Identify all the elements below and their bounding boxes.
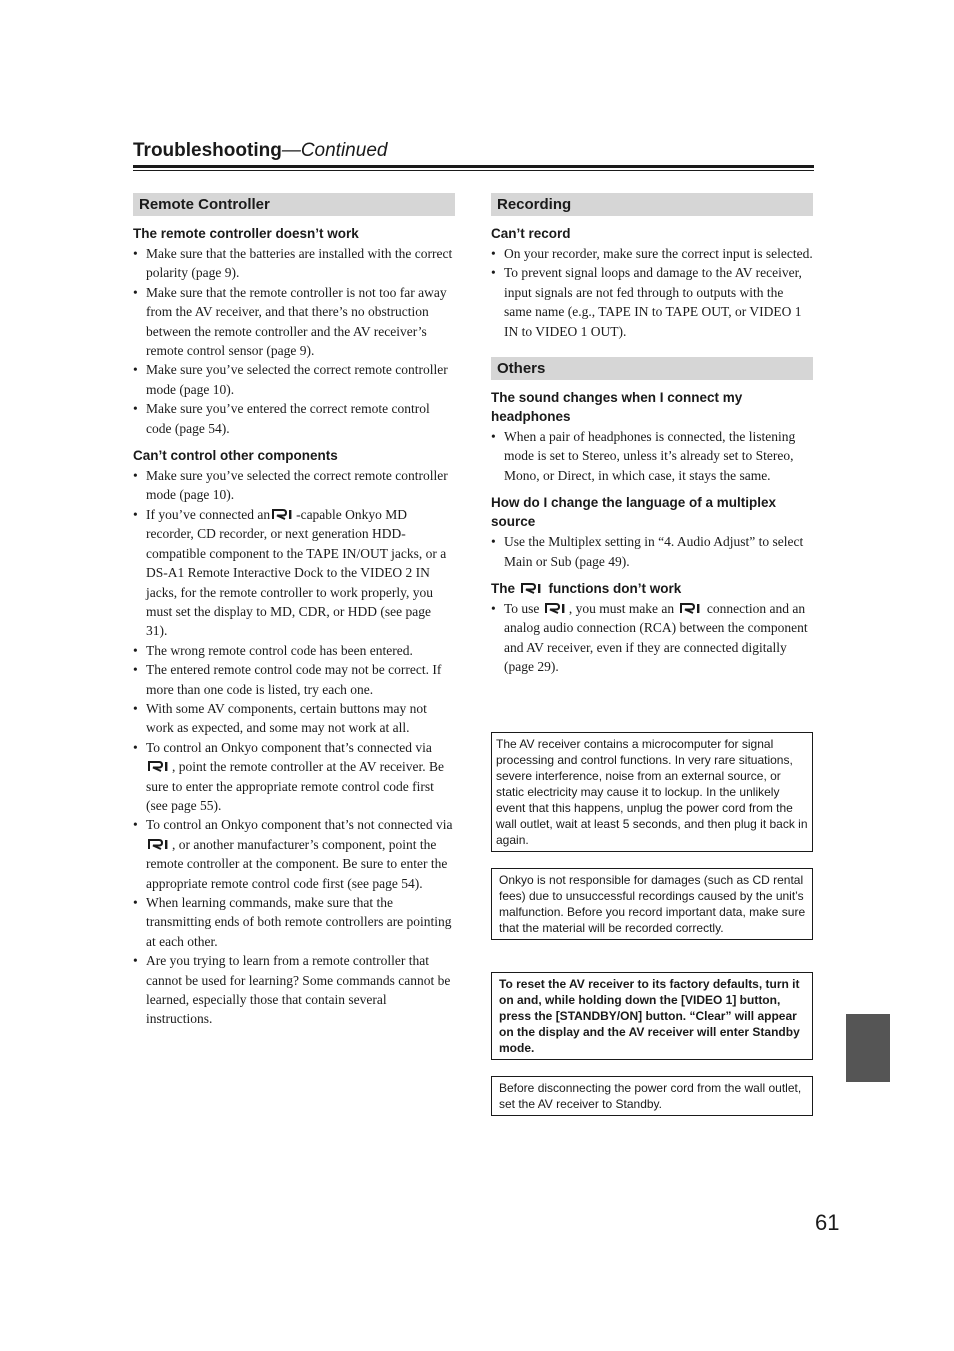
list-item bbox=[133, 738, 455, 816]
question-ri-functions bbox=[491, 579, 813, 598]
list-item-text: connection and an analog audio connection (RCA) between the component and AV receiver, even if they are connected digitally (page 29). bbox=[504, 601, 808, 675]
question-text: The bbox=[491, 581, 516, 597]
list-item: • The wrong remote control code has been entered. bbox=[133, 641, 455, 660]
ri-logo-icon bbox=[545, 603, 567, 614]
ri-functions-list bbox=[491, 599, 813, 677]
page-title-main: Troubleshooting bbox=[133, 140, 282, 161]
cant-control-list bbox=[133, 466, 455, 1029]
right-column bbox=[491, 193, 813, 677]
question-multiplex: How do I change the language of a multiplex source bbox=[491, 495, 777, 530]
question-cant-record: Can’t record bbox=[491, 226, 571, 241]
page-number: 61 bbox=[815, 1210, 840, 1235]
page-title-continued: —Continued bbox=[281, 140, 388, 161]
list-item: • On your recorder, make sure the correct input is selected. bbox=[491, 244, 813, 263]
list-item bbox=[133, 815, 455, 893]
list-item: • Use the Multiplex setting in “4. Audio Adjust” to select Main or Sub (page 49). bbox=[491, 532, 813, 571]
ri-logo-icon bbox=[272, 509, 294, 520]
list-item-text: , or another manufacturer’s component, point the remote controller at the component. Be sure to enter the appropriate remote control code first (see page 54). bbox=[146, 836, 448, 891]
header-rule-thin bbox=[133, 170, 814, 171]
list-item-text: , point the remote controller at the AV receiver. Be sure to enter the appropriate remote control code first (see page 55). bbox=[146, 759, 445, 813]
list-item bbox=[133, 505, 455, 641]
list-item: • To prevent signal loops and damage to the AV receiver, input signals are not fed through to outputs with the same name (e.g., TAPE IN to TAPE OUT, or VIDEO 1 IN to VIDEO 1 OUT). bbox=[491, 263, 813, 341]
list-item: • When learning commands, make sure that the transmitting ends of both remote controllers are pointing at each other. bbox=[133, 893, 455, 951]
list-item-text: -capable Onkyo MD recorder, CD recorder, or next generation HDD-compatible component to the TAPE IN/OUT jacks, or a DS-A1 Remote Interactive Dock to the VIDEO 2 IN jacks, for the remote controller to work properly, you must set the display to MD, CDR, or HDD (see page 31). bbox=[146, 506, 447, 639]
cant-record-list bbox=[491, 244, 813, 341]
list-item-text: , you must make an bbox=[568, 601, 675, 617]
question-text: functions don’t work bbox=[548, 581, 682, 597]
list-item-text: To use bbox=[504, 601, 540, 617]
ri-logo-icon bbox=[148, 761, 170, 772]
list-item: • Make sure you’ve selected the correct remote controller mode (page 10). bbox=[133, 466, 455, 505]
list-item bbox=[491, 599, 813, 677]
list-item: • When a pair of headphones is connected, the listening mode is set to Stereo, unless it’s already set to Stereo, Mono, or Direct, in which case, it stays the same. bbox=[491, 427, 813, 485]
section-others: Others bbox=[491, 357, 813, 380]
question-remote-not-working: The remote controller doesn’t work bbox=[133, 226, 359, 241]
note-box-microcomputer: The AV receiver contains a microcomputer for signal processing and control functions. In very rare situations, severe interference, noise from an external source, or static electricity may cause it to lockup. In the unlikely event that this happens, unplug the power cord from the wall outlet, wait at least 5 seconds, and then plug it back in again. bbox=[491, 732, 813, 852]
list-item-text: To control an Onkyo component that’s not connected via bbox=[146, 817, 453, 833]
list-item-text: If you’ve connected an bbox=[146, 506, 271, 522]
list-item: • The entered remote control code may not be correct. If more than one code is listed, try each one. bbox=[133, 660, 455, 699]
list-item: • Make sure you’ve entered the correct remote control code (page 54). bbox=[133, 399, 455, 438]
ri-logo-icon bbox=[521, 583, 543, 594]
section-remote-controller: Remote Controller bbox=[133, 193, 455, 216]
note-box-disclaimer: Onkyo is not responsible for damages (such as CD rental fees) due to unsuccessful recordings caused by the unit’s malfunction. Before you record important data, make sure that the material will be recorded correctly. bbox=[491, 868, 813, 940]
ri-logo-icon bbox=[680, 603, 702, 614]
chapter-tab bbox=[846, 1014, 890, 1082]
section-recording: Recording bbox=[491, 193, 813, 216]
list-item: • Make sure that the remote controller is not too far away from the AV receiver, and that there’s no obstruction between the remote controller and the AV receiver’s remote control sensor (page 9). bbox=[133, 283, 455, 361]
ri-logo-icon bbox=[148, 839, 170, 850]
remote-not-working-list bbox=[133, 244, 455, 438]
multiplex-list bbox=[491, 532, 813, 571]
page-title bbox=[133, 139, 814, 163]
page-header bbox=[133, 139, 814, 163]
list-item: • With some AV components, certain buttons may not work as expected, and some may not work at all. bbox=[133, 699, 455, 738]
list-item-text: To control an Onkyo component that’s connected via bbox=[146, 739, 432, 755]
left-column bbox=[133, 193, 455, 1029]
header-rule-thick bbox=[133, 165, 814, 168]
question-headphones: The sound changes when I connect my headphones bbox=[491, 390, 743, 425]
note-box-standby: Before disconnecting the power cord from the wall outlet, set the AV receiver to Standby. bbox=[491, 1076, 813, 1116]
list-item: • Make sure you’ve selected the correct remote controller mode (page 10). bbox=[133, 360, 455, 399]
list-item: • Are you trying to learn from a remote controller that cannot be used for learning? Some commands cannot be learned, especially those that contain several instructions. bbox=[133, 951, 455, 1029]
list-item: • Make sure that the batteries are installed with the correct polarity (page 9). bbox=[133, 244, 455, 283]
headphones-list bbox=[491, 427, 813, 485]
question-cant-control-components: Can’t control other components bbox=[133, 448, 338, 464]
note-box-factory-reset: To reset the AV receiver to its factory defaults, turn it on and, while holding down the [VIDEO 1] button, press the [STANDBY/ON] button. “Clear” will appear on the display and the AV receiver will enter Standby mode. bbox=[491, 972, 813, 1060]
